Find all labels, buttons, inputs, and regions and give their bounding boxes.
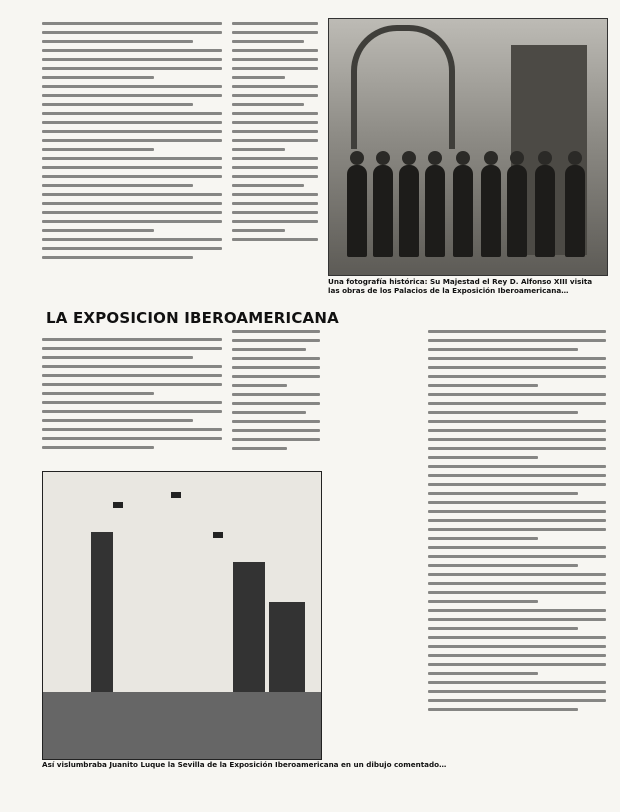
- article-text-block-middle-mid: [232, 326, 320, 466]
- photo-figure: [425, 165, 445, 257]
- photo-figure: [453, 165, 473, 257]
- photo-arch: [351, 25, 455, 149]
- photo-figure: [347, 165, 367, 257]
- article-text-block-middle-top: [232, 18, 318, 284]
- drawing-flag: [213, 532, 223, 538]
- section-heading: LA EXPOSICION IBEROAMERICANA: [46, 309, 339, 327]
- article-text-block-right: [428, 326, 606, 756]
- historical-photo: [328, 18, 608, 276]
- photo-caption: Una fotografía histórica: Su Majestad el Rey D. Alfonso XIII visita las obras de los Palacios de la Exposición Iberoamericana…: [328, 277, 593, 295]
- article-text-block-left-mid: [42, 334, 222, 466]
- photo-figure: [507, 165, 527, 257]
- drawing-flag: [171, 492, 181, 498]
- illustration-drawing: [42, 471, 322, 760]
- drawing-caption: Así vislumbraba Juanito Luque la Sevilla de la Exposición Iberoamericana en un dibujo comentado…: [42, 760, 447, 769]
- drawing-tower: [91, 532, 113, 712]
- photo-figure: [565, 165, 585, 257]
- article-text-block-left-top: [42, 18, 222, 300]
- drawing-tower: [233, 562, 265, 712]
- photo-figure: [481, 165, 501, 257]
- photo-figure: [373, 165, 393, 257]
- drawing-building: [43, 692, 321, 759]
- drawing-flag: [113, 502, 123, 508]
- photo-figure: [399, 165, 419, 257]
- photo-figure: [535, 165, 555, 257]
